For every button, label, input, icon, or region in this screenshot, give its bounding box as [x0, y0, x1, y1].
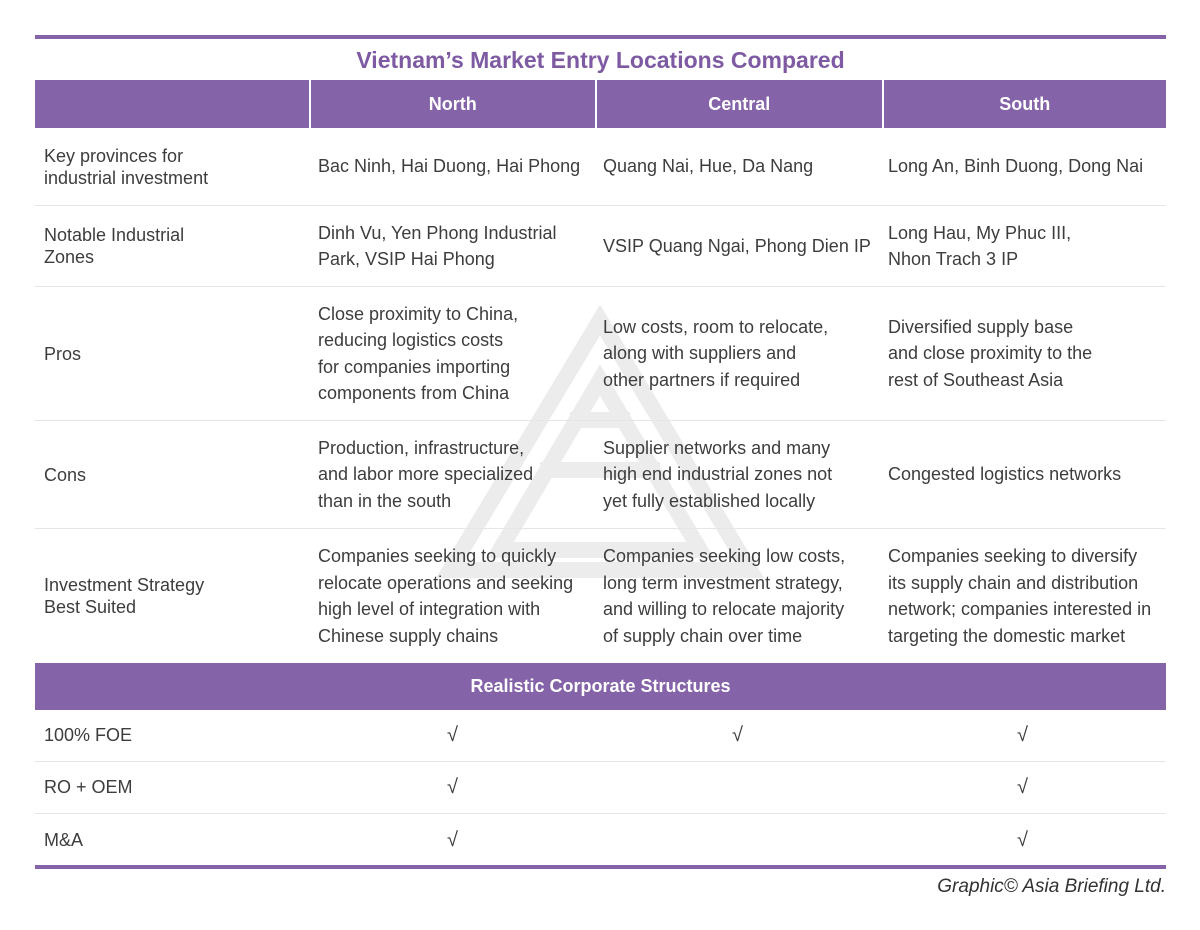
cell-south: Congested logistics networks [888, 464, 1122, 485]
credit-line: Graphic© Asia Briefing Ltd. [937, 876, 1166, 897]
check-mark-north: √ [447, 828, 458, 851]
check-mark-north: √ [447, 776, 458, 798]
row-label: Cons [44, 464, 87, 485]
table-header [35, 80, 1166, 128]
cell-south: Diversified supply base and close proximity to the rest of Southeast Asia [888, 316, 1093, 390]
cell-central: Supplier networks and many high end industrial zones not yet fully established locally [603, 437, 833, 511]
cell-central: Companies seeking low costs, long term investment strategy, and willing to relocate majority of supply chain over time [603, 546, 846, 646]
cell-central: VSIP Quang Ngai, Phong Dien IP [603, 235, 871, 256]
table-row [35, 529, 1166, 663]
check-mark-south: √ [1017, 724, 1028, 746]
top-rule [35, 35, 1166, 39]
header-south: South [884, 80, 1167, 128]
cell-north: Bac Ninh, Hai Duong, Hai Phong [318, 156, 581, 177]
cell-north: Close proximity to China, reducing logistics costs for companies importing components from China [318, 303, 519, 403]
header-north: North [311, 80, 596, 128]
row-label: Pros [44, 343, 82, 364]
check-mark-south: √ [1017, 828, 1028, 851]
table-row [35, 421, 1166, 529]
cell-north: Dinh Vu, Yen Phong Industrial Park, VSIP Hai Phong [318, 222, 557, 269]
cell-south: Long An, Binh Duong, Dong Nai [888, 156, 1144, 177]
check-mark-north: √ [447, 724, 458, 746]
table-row [35, 287, 1166, 421]
check-mark-south: √ [1017, 776, 1028, 798]
structure-label: M&A [44, 829, 84, 850]
table-row [35, 128, 1166, 206]
row-label: Investment Strategy Best Suited [44, 575, 205, 617]
page-title: Vietnam’s Market Entry Locations Compared [356, 47, 845, 73]
cell-south: Companies seeking to diversify its supply chain and distribution network; companies interested in targeting the domestic market [888, 546, 1152, 646]
structure-row [35, 710, 1166, 762]
structure-label: 100% FOE [44, 725, 133, 745]
cell-south: Long Hau, My Phuc III, Nhon Trach 3 IP [888, 222, 1072, 269]
cell-central: Quang Nai, Hue, Da Nang [603, 156, 814, 177]
cell-north: Companies seeking to quickly relocate operations and seeking high level of integration with Chinese supply chains [318, 546, 574, 646]
cell-central: Low costs, room to relocate, along with suppliers and other partners if required [603, 316, 829, 390]
structures-header: Realistic Corporate Structures [35, 663, 1166, 710]
cell-north: Production, infrastructure, and labor more specialized than in the south [318, 437, 534, 511]
structure-row [35, 762, 1166, 814]
structure-label: RO + OEM [44, 777, 133, 797]
row-label: Notable Industrial Zones [44, 225, 185, 267]
header-central: Central [597, 80, 882, 128]
check-mark-central [595, 762, 880, 813]
bottom-rule [35, 865, 1166, 869]
structure-row [35, 814, 1166, 866]
table-row [35, 206, 1166, 287]
header-empty [35, 80, 309, 128]
row-label: Key provinces for industrial investment [44, 145, 209, 188]
check-mark-central: √ [732, 724, 743, 746]
check-mark-central [595, 814, 880, 866]
